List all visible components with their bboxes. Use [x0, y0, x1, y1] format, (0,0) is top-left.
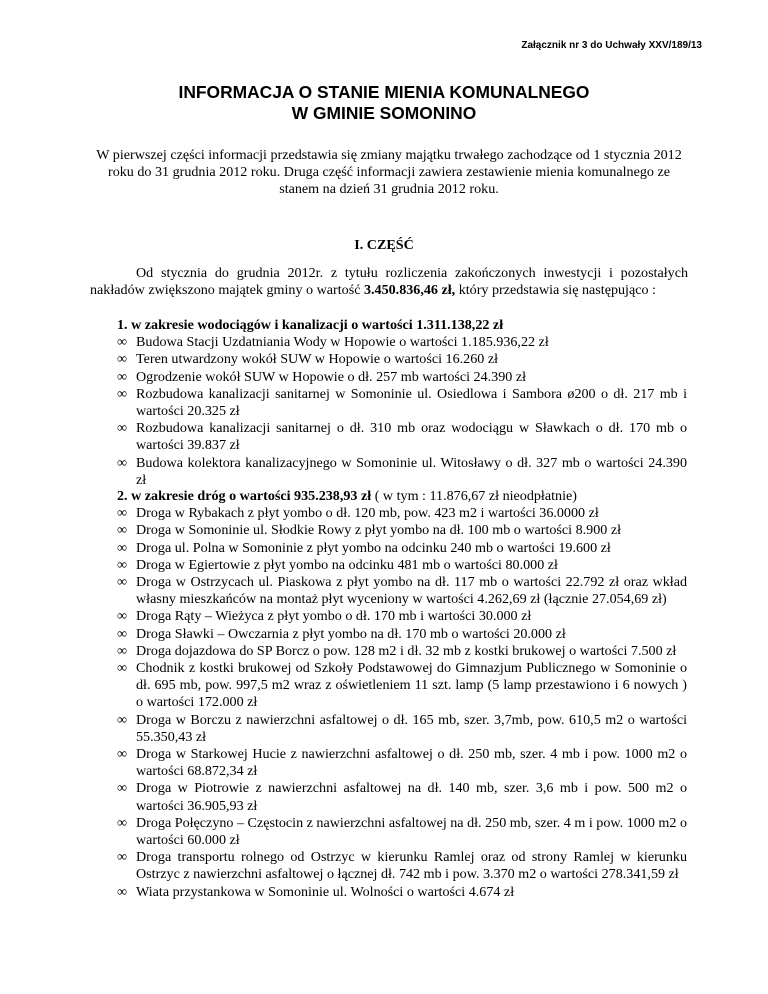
list-item-text: Droga w Rybakach z płyt yombo o dł. 120 mb, pow. 423 m2 i wartości 36.0000 zł [136, 505, 599, 522]
list-item [117, 815, 687, 849]
list-item [117, 626, 687, 643]
bullet-icon: ∞ [117, 883, 128, 900]
list-item-text: Droga transportu rolnego od Ostrzyc w kierunku Ramlej oraz od strony Ramlej w kierunku Ostrzyc z nawierzchni asfaltowej o łącznej dł. 742 mb i pow. 3.370 m2 o wartości 278.341,59 zł [136, 849, 687, 883]
lead-text-after: który przedstawia się następująco : [455, 282, 656, 299]
bullet-icon: ∞ [117, 574, 128, 591]
list-item [117, 455, 687, 489]
list-item-text: Droga w Starkowej Hucie z nawierzchni asfaltowej o dł. 250 mb, szer. 4 mb i pow. 1000 m2 o wartości 68.872,34 zł [136, 746, 687, 780]
list-item [117, 351, 687, 368]
bullet-icon: ∞ [117, 539, 128, 556]
list-item-text: Budowa kolektora kanalizacyjnego w Somoninie ul. Witosławy o dł. 327 mb o wartości 24.390 zł [136, 454, 687, 488]
bullet-icon: ∞ [117, 814, 128, 831]
list-item-text: Droga w Somoninie ul. Słodkie Rowy z płyt yombo na dł. 100 mb o wartości 8.900 zł [136, 522, 622, 539]
bullet-icon: ∞ [117, 334, 128, 351]
bullet-icon: ∞ [117, 849, 128, 866]
list-item [117, 746, 687, 780]
list-item [117, 608, 687, 625]
bullet-icon: ∞ [117, 522, 128, 539]
list-item [117, 574, 687, 608]
list-item [117, 884, 687, 901]
list-item-text: Droga w Borczu z nawierzchni asfaltowej o dł. 165 mb, szer. 3,7mb, pow. 610,5 m2 o wartości 55.350,43 zł [136, 711, 687, 745]
list-item-text: Teren utwardzony wokół SUW w Hopowie o wartości 16.260 zł [136, 351, 498, 368]
list-item-text: Budowa Stacji Uzdatniania Wody w Hopowie o wartości 1.185.936,22 zł [136, 334, 549, 351]
list-item [117, 522, 687, 539]
bullet-icon: ∞ [117, 608, 128, 625]
bullet-icon: ∞ [117, 556, 128, 573]
list-item-text: Wiata przystankowa w Somoninie ul. Wolności o wartości 4.674 zł [136, 883, 515, 900]
list-item-text: Droga Rąty – Wieżyca z płyt yombo o dł. 170 mb i wartości 30.000 zł [136, 608, 532, 625]
list-item [117, 369, 687, 386]
list-item-text: Rozbudowa kanalizacji sanitarnej o dł. 310 mb oraz wodociągu w Sławkach o dł. 170 mb o wartości 39.837 zł [136, 420, 687, 454]
list-item-text: Droga dojazdowa do SP Borcz o pow. 128 m2 i dł. 32 mb z kostki brukowej o wartości 7.500 zł [136, 642, 677, 659]
section-1-list [117, 334, 687, 489]
list-item-text: Droga Połęczyno – Częstocin z nawierzchni asfaltowej na dł. 250 mb, szer. 4 m i pow. 1000 m2 o wartości 60.000 zł [136, 814, 687, 849]
bullet-icon: ∞ [117, 351, 128, 368]
section-roads [117, 488, 687, 901]
list-item [117, 712, 687, 746]
section-2-note: ( w tym : 11.876,67 zł nieodpłatnie) [371, 488, 577, 504]
annex-label: Załącznik nr 3 do Uchwały XXV/189/13 [521, 40, 702, 51]
section-2-list [117, 505, 687, 901]
list-item [117, 540, 687, 557]
bullet-icon: ∞ [117, 711, 128, 728]
list-item-text: Droga Sławki – Owczarnia z płyt yombo na dł. 170 mb o wartości 20.000 zł [136, 625, 566, 642]
intro-paragraph: W pierwszej części informacji przedstawia się zmiany majątku trwałego zachodzące od 1 stycznia 2012 roku do 31 grudnia 2012 roku. Druga część informacji zawiera zestawienie mienia komunalnego ze stanem na dzień 31 grudnia 2012 roku. [96, 147, 682, 198]
list-item [117, 643, 687, 660]
list-item [117, 780, 687, 814]
list-item [117, 334, 687, 351]
list-item-text: Droga w Piotrowie z nawierzchni asfaltowej na dł. 140 mb, szer. 3,6 mb i pow. 500 m2 o wartości 36.905,93 zł [136, 780, 687, 814]
list-item-text: Rozbudowa kanalizacji sanitarnej w Somoninie ul. Osiedlowa i Sambora ø200 o dł. 217 mb i wartości 20.325 zł [136, 385, 687, 420]
list-item [117, 505, 687, 522]
list-item [117, 420, 687, 454]
bullet-icon: ∞ [117, 625, 128, 642]
section-1-title: 1. w zakresie wodociągów i kanalizacji o wartości 1.311.138,22 zł [117, 317, 504, 333]
list-item [117, 849, 687, 883]
bullet-icon: ∞ [117, 660, 128, 677]
bullet-icon: ∞ [117, 368, 128, 385]
list-item-text: Chodnik z kostki brukowej od Szkoły Podstawowej do Gimnazjum Publicznego w Somoninie o dł. 695 mb, pow. 997,5 m2 wraz z oświetleniem 11 szt. lamp (5 lamp przestawiono i 6 nowych ) o wartości 172.000 zł [136, 660, 687, 711]
lead-amount: 3.450.836,46 zł, [363, 282, 456, 299]
bullet-icon: ∞ [117, 642, 128, 659]
bullet-icon: ∞ [117, 746, 128, 763]
bullet-icon: ∞ [117, 385, 128, 402]
bullet-icon: ∞ [117, 505, 128, 522]
bullet-icon: ∞ [117, 780, 128, 797]
list-item-text: Droga w Ostrzycach ul. Piaskowa z płyt yombo na dł. 117 mb o wartości 22.792 zł oraz wkład własny mieszkańców na montaż płyt wyceniony w wartości 4.262,69 zł (łącznie 27.054,69 zł) [136, 574, 687, 608]
list-item-text: Ogrodzenie wokół SUW w Hopowie o dł. 257 mb wartości 24.390 zł [136, 368, 527, 385]
list-item [117, 557, 687, 574]
title-line-1: INFORMACJA O STANIE MIENIA KOMUNALNEGO [178, 82, 590, 102]
lead-paragraph [90, 265, 688, 299]
list-item [117, 386, 687, 420]
lead-text-before: Od stycznia do grudnia 2012r. z tytułu rozliczenia zakończonych inwestycji i pozostałych nakładów zwiększono majątek gminy o wartość [90, 265, 688, 299]
section-2-title-text: 2. w zakresie dróg o wartości 935.238,93 zł [117, 488, 372, 504]
list-item-text: Droga ul. Polna w Somoninie z płyt yombo na odcinku 240 mb o wartości 19.600 zł [136, 539, 611, 556]
bullet-icon: ∞ [117, 420, 128, 437]
part-heading: I. CZĘŚĆ [354, 237, 414, 253]
section-water-sewage [117, 317, 687, 489]
list-item [117, 660, 687, 712]
bullet-icon: ∞ [117, 454, 128, 471]
document-title [0, 82, 768, 124]
list-item-text: Droga w Egiertowie z płyt yombo na odcinku 481 mb o wartości 80.000 zł [136, 556, 558, 573]
section-2-title [117, 488, 687, 505]
title-line-2: W GMINIE SOMONINO [291, 103, 477, 123]
